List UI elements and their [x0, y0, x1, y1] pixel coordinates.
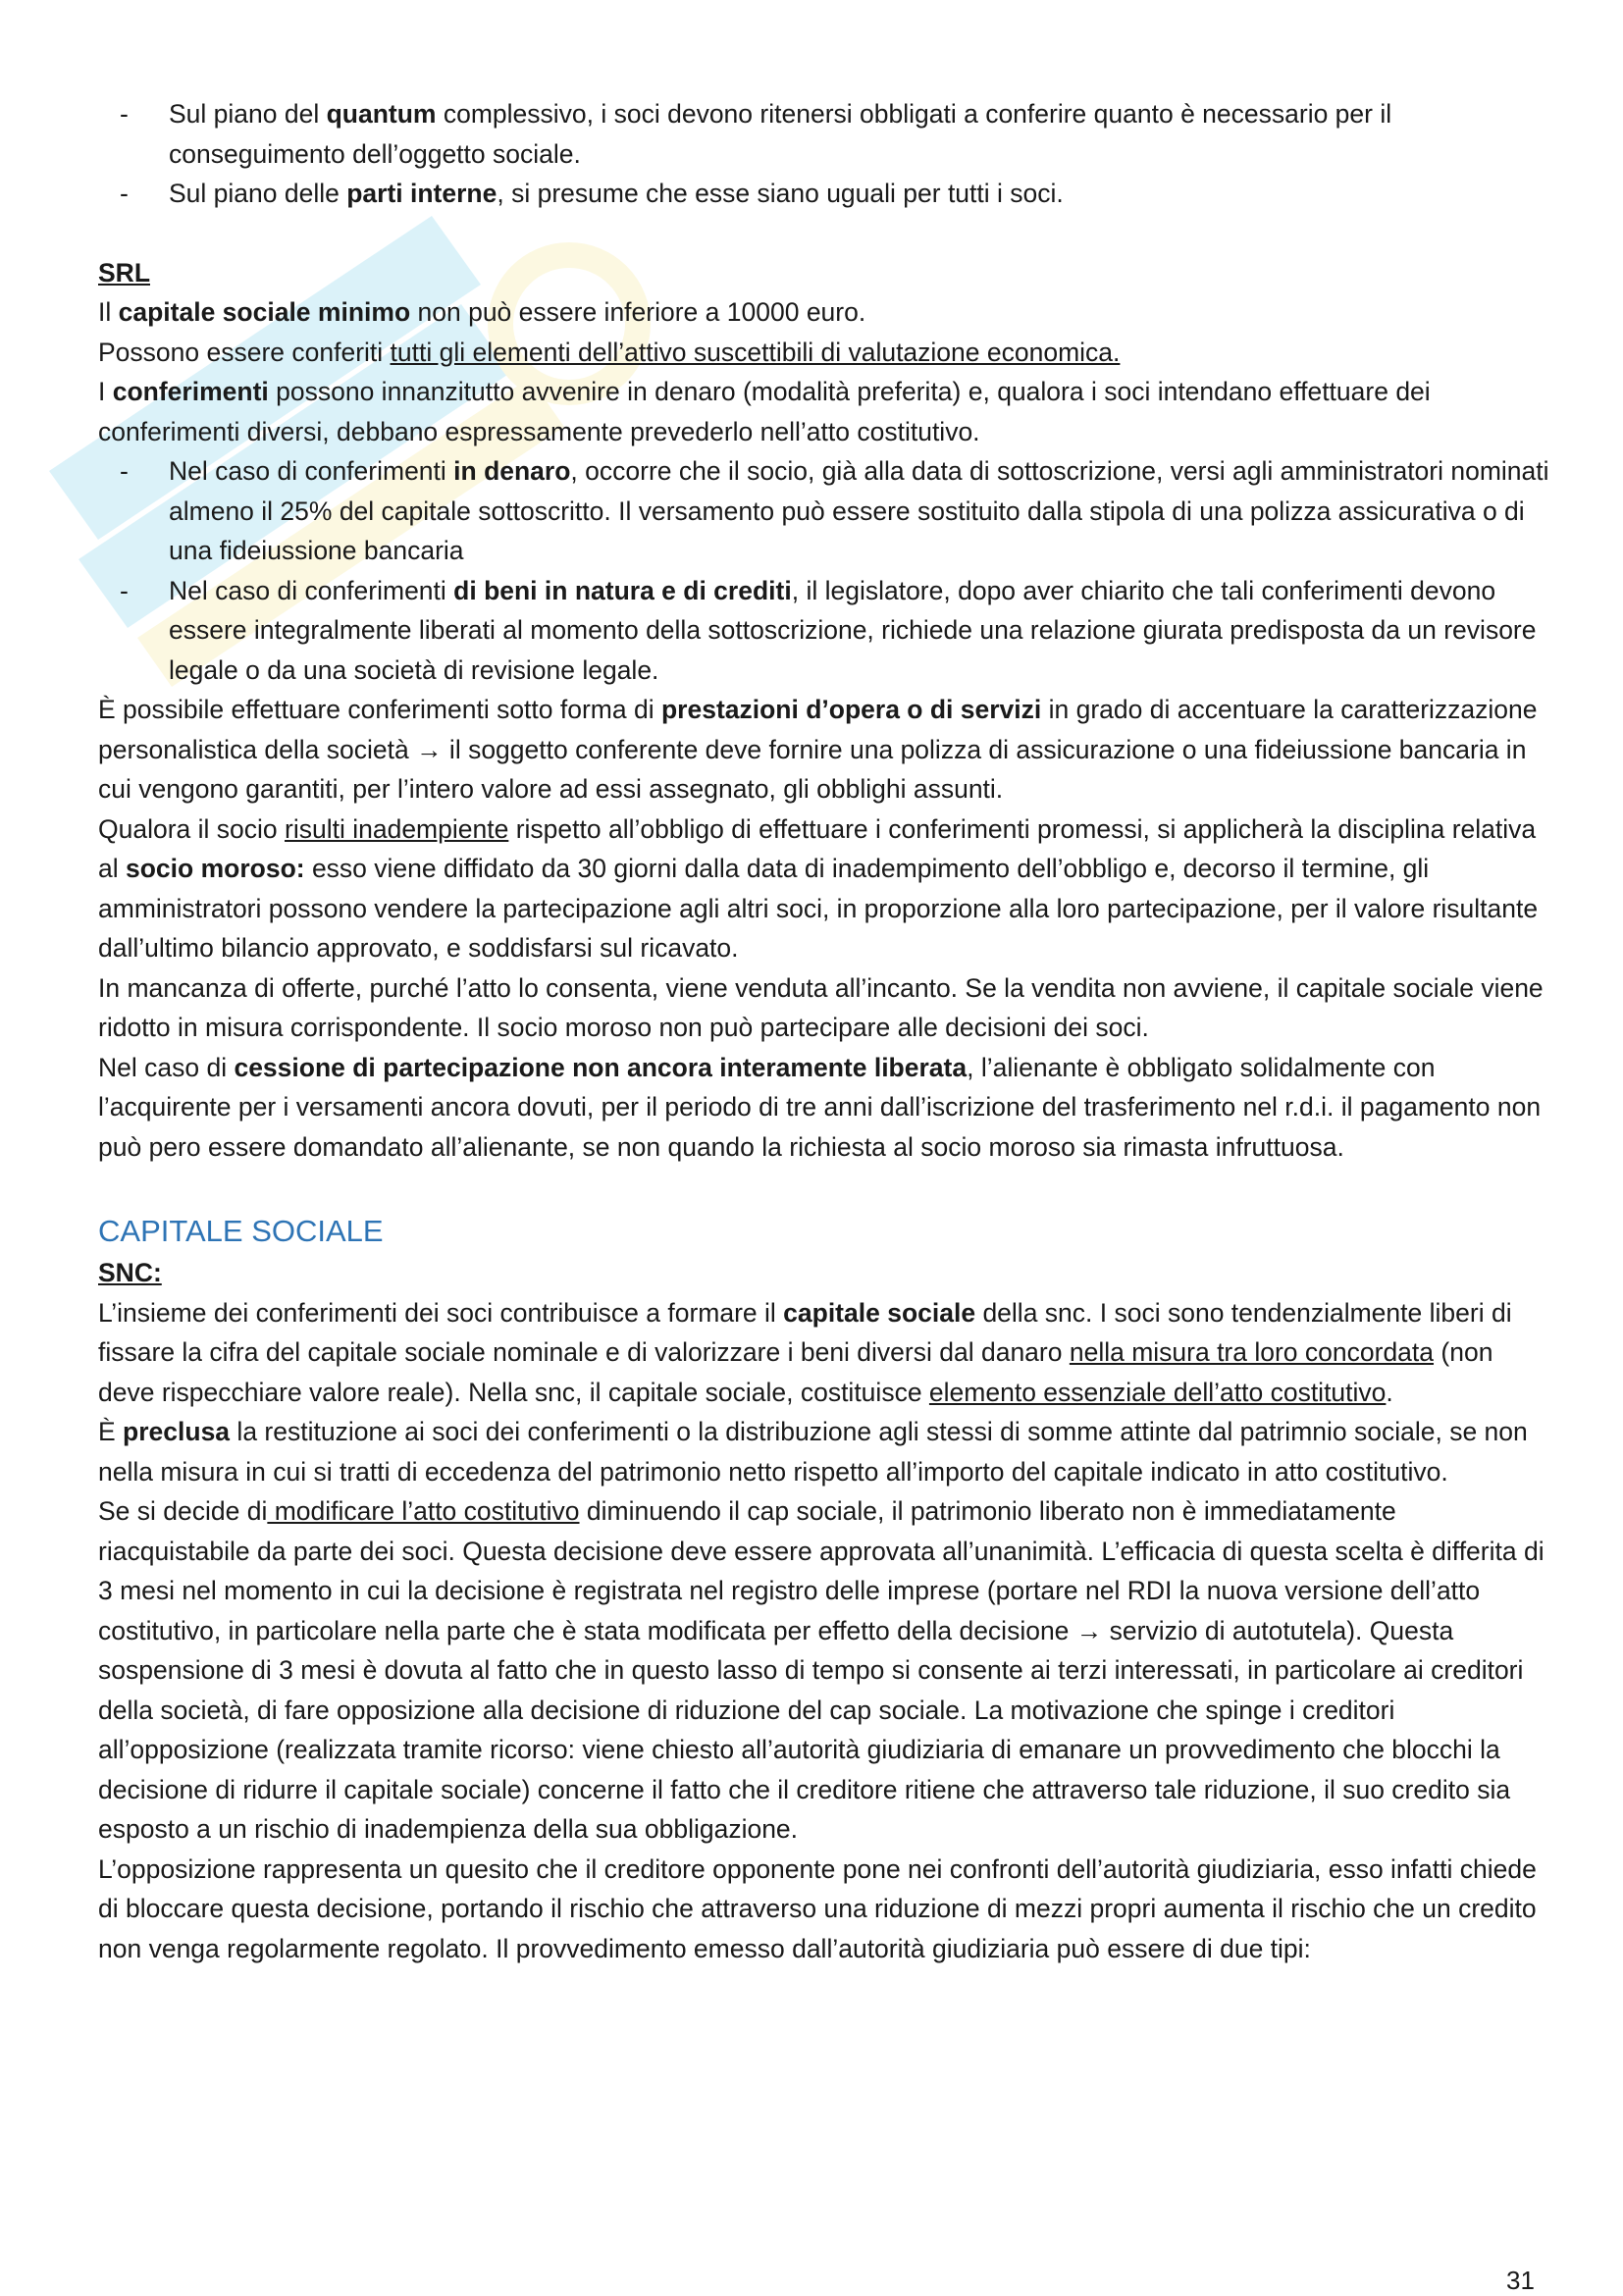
- paragraph: Il capitale sociale minimo non può essere inferiore a 10000 euro.: [98, 297, 866, 327]
- list-item: - Sul piano del quantum complessivo, i soci devono ritenersi obbligati a conferire quanto è necessario per il conseguimento dell’oggetto sociale.: [120, 99, 1392, 169]
- paragraph: Qualora il socio risulti inadempiente rispetto all’obbligo di effettuare i conferimenti promessi, si applicherà la disciplina relativa al socio moroso: esso viene diffidato da 30 giorni dalla data di inadempimento dell’obbligo e, decorso il termine, gli amministratori possono vendere la partecipazione agli altri soci, in proporzione alla loro partecipazione, per il valore risultante dall’ultimo bilancio approvato, e soddisfarsi sul ricavato.: [98, 813, 1539, 963]
- paragraph: L’opposizione rappresenta un quesito che il creditore opponente pone nei confronti dell’autorità giudiziaria, esso infatti chiede di bloccare questa decisione, portando il rischio che attraverso una riduzione di mezzi propri aumenta il rischio che un credito non venga regolarmente regolato. Il provvedimento emesso dall’autorità giudiziaria può essere di due tipi:: [98, 1853, 1537, 1963]
- list-item: - Nel caso di conferimenti in denaro, occorre che il socio, già alla data di sottoscrizione, versi agli amministratori nominati almeno il 25% del capitale sottoscritto. Il versamento può essere sostituito dalla stipola di una polizza assicurativa o di una fideiussione bancaria: [120, 456, 1549, 565]
- paragraph: I conferimenti possono innanzitutto avvenire in denaro (modalità preferita) e, qualora i soci intendano effettuare dei conferimenti diversi, debbano espressamente prevederlo nell’atto costitutivo.: [98, 377, 1431, 446]
- list-item: - Sul piano delle parti interne, si presume che esse siano uguali per tutti i soci.: [120, 179, 1064, 208]
- paragraph: Se si decide di modificare l’atto costitutivo diminuendo il cap sociale, il patrimonio liberato non è immediatamente riacquistabile da parte dei soci. Questa decisione deve essere approvata all’unanimità. L’efficacia di questa scelta è differita di 3 mesi nel momento in cui la decisione è registrata nel registro delle imprese (portare nel RDI la nuova versione dell’atto costitutivo, in particolare nella parte che è stata modificata per effetto della decisione → servizio di autotutela). Questa sospensione di 3 mesi è dovuta al fatto che in questo lasso di tempo si consente ai terzi interessati, in particolare ai creditori della società, di fare opposizione alla decisione di riduzione del cap sociale. La motivazione che spinge i creditori all’opposizione (realizzata tramite ricorso: viene chiesto all’autorità giudiziaria di emanare un provvedimento che blocchi la decisione di ridurre il capitale sociale) concerne il fatto che il creditore ritiene che attraverso tale riduzione, il suo credito sia esposto a un rischio di inadempienza della sua obbligazione.: [98, 1496, 1544, 1844]
- paragraph: È preclusa la restituzione ai soci dei conferimenti o la distribuzione agli stessi di somme attinte dal patrimnio sociale, se non nella misura in cui si tratti di eccedenza del patrimonio netto rispetto all’importo del capitale indicato in atto costitutivo.: [98, 1417, 1528, 1487]
- section-heading: CAPITALE SOCIALE: [98, 1214, 384, 1248]
- paragraph: È possibile effettuare conferimenti sotto forma di prestazioni d’opera o di servizi in grado di accentuare la caratterizzazione personalistica della società → il soggetto conferente deve fornire una polizza di assicurazione o una fideiussione bancaria in cui vengono garantiti, per l’intero valore ad essi assegnato, gli obblighi assunti.: [98, 695, 1538, 804]
- srl-bullet-list: [98, 451, 1550, 690]
- paragraph: Nel caso di cessione di partecipazione non ancora interamente liberata, l’alienante è obbligato solidalmente con l’acquirente per i versamenti ancora dovuti, per il periodo di tre anni dall’iscrizione del trasferimento nel r.d.i. il pagamento non può pero essere domandato all’alienante, se non quando la richiesta al socio moroso sia rimasta infruttuosa.: [98, 1052, 1542, 1162]
- page-number: 31: [1506, 2266, 1535, 2295]
- bullet-list-top: [98, 94, 1550, 214]
- paragraph: Possono essere conferiti tutti gli elementi dell’attivo suscettibili di valutazione economica.: [98, 337, 1121, 367]
- list-item: - Nel caso di conferimenti di beni in natura e di crediti, il legislatore, dopo aver chiarito che tali conferimenti devono essere integralmente liberati al momento della sottoscrizione, richiede una relazione giurata predisposta da un revisore legale o da una società di revisione legale.: [120, 575, 1537, 685]
- subsection-heading: SNC:: [98, 1258, 162, 1287]
- paragraph: L’insieme dei conferimenti dei soci contribuisce a formare il capitale sociale della snc. I soci sono tendenzialmente liberi di fissare la cifra del capitale sociale nominale e di valorizzare i beni diversi dal danaro nella misura tra loro concordata (non deve rispecchiare valore reale). Nella snc, il capitale sociale, costituisce elemento essenziale dell’atto costitutivo.: [98, 1297, 1512, 1407]
- srl-heading: SRL: [98, 257, 150, 287]
- paragraph: In mancanza di offerte, purché l’atto lo consenta, viene venduta all’incanto. Se la vendita non avviene, il capitale sociale viene ridotto in misura corrispondente. Il socio moroso non può partecipare alle decisioni dei soci.: [98, 972, 1544, 1042]
- document-page: [98, 94, 1550, 1968]
